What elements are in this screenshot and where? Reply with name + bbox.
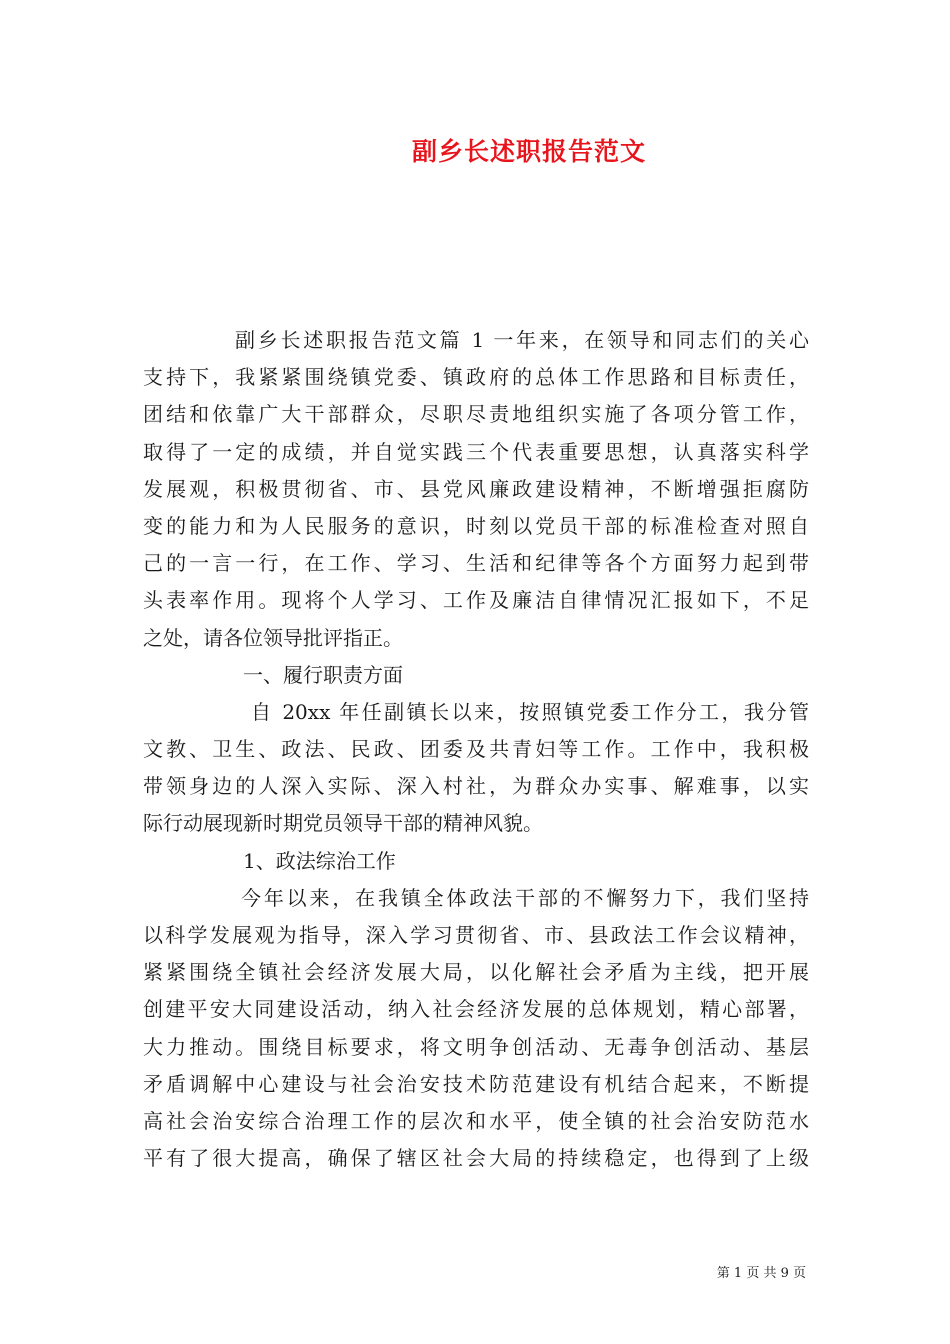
paragraph-line: 团结和依靠广大干部群众，尽职尽责地组织实施了各项分管工作，	[143, 402, 809, 427]
paragraph-line: 大力推动。围绕目标要求，将文明争创活动、无毒争创活动、基层	[143, 1034, 809, 1059]
paragraph-line: 紧紧围绕全镇社会经济发展大局，以化解社会矛盾为主线，把开展	[143, 960, 809, 985]
paragraph-line: 际行动展现新时期党员领导干部的精神风貌。	[143, 811, 543, 836]
paragraph-line: 今年以来，在我镇全体政法干部的不懈努力下，我们坚持	[241, 885, 809, 910]
paragraph-line: 平有了很大提高，确保了辖区社会大局的持续稳定，也得到了上级	[143, 1146, 809, 1171]
paragraph-line: 取得了一定的成绩，并自觉实践三个代表重要思想，认真落实科学	[143, 439, 809, 464]
paragraph-line: 头表率作用。现将个人学习、工作及廉洁自律情况汇报如下，不足	[143, 588, 809, 613]
section-heading: 一、履行职责方面	[243, 662, 403, 687]
paragraph-line: 己的一言一行，在工作、学习、生活和纪律等各个方面努力起到带	[143, 551, 809, 576]
subsection-heading: 1、政法综治工作	[243, 848, 396, 873]
paragraph-line: 带领身边的人深入实际、深入村社，为群众办实事、解难事，以实	[143, 774, 809, 799]
paragraph-line: 自 20xx 年任副镇长以来，按照镇党委工作分工，我分管	[251, 699, 809, 724]
paragraph-line: 支持下，我紧紧围绕镇党委、镇政府的总体工作思路和目标责任，	[143, 365, 809, 390]
paragraph-line: 副乡长述职报告范文篇 1 一年来，在领导和同志们的关心	[235, 328, 809, 352]
paragraph-line: 文教、卫生、政法、民政、团委及共青妇等工作。工作中，我积极	[143, 737, 809, 762]
paragraph-line: 创建平安大同建设活动，纳入社会经济发展的总体规划，精心部署，	[143, 997, 809, 1022]
paragraph-line: 高社会治安综合治理工作的层次和水平，使全镇的社会治安防范水	[143, 1108, 809, 1133]
paragraph-line: 之处，请各位领导批评指正。	[143, 625, 403, 650]
paragraph-line: 变的能力和为人民服务的意识，时刻以党员干部的标准检查对照自	[143, 513, 809, 538]
document-body	[143, 322, 809, 1177]
paragraph-line: 矛盾调解中心建设与社会治安技术防范建设有机结合起来，不断提	[143, 1071, 809, 1096]
document-title: 副乡长述职报告范文	[411, 137, 646, 166]
paragraph-line: 发展观，积极贯彻省、市、县党风廉政建设精神，不断增强拒腐防	[143, 476, 809, 501]
paragraph-line: 以科学发展观为指导，深入学习贯彻省、市、县政法工作会议精神，	[143, 923, 809, 947]
page-number: 第 1 页 共 9 页	[716, 1266, 806, 1281]
